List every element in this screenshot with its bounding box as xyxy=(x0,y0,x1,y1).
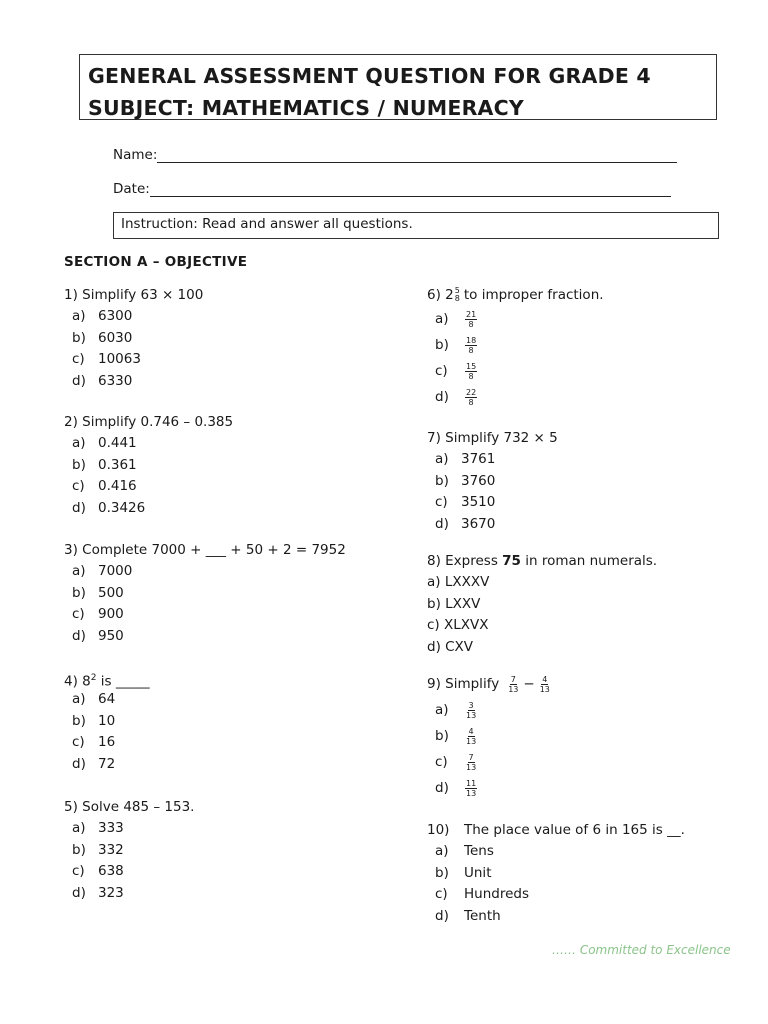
option-text: 500 xyxy=(98,584,124,601)
option-d[interactable] xyxy=(427,514,558,536)
option-text: b) LXXV xyxy=(427,595,481,612)
date-line[interactable] xyxy=(150,184,671,197)
name-line[interactable] xyxy=(157,150,677,163)
option-d[interactable] xyxy=(427,906,685,928)
option-letter: d) xyxy=(72,628,86,645)
option-letter: d) xyxy=(72,373,86,390)
option-d[interactable] xyxy=(64,754,150,776)
option-b[interactable] xyxy=(427,863,685,885)
option-letter: c) xyxy=(435,363,448,379)
fraction-denominator: 13 xyxy=(466,762,477,772)
option-letter: b) xyxy=(435,337,449,353)
fraction xyxy=(465,701,477,720)
exponent: 2 xyxy=(90,673,97,683)
option-letter: b) xyxy=(72,456,86,473)
option-letter: d) xyxy=(72,500,86,517)
fraction xyxy=(465,388,477,407)
question-stem xyxy=(427,820,685,841)
option-d[interactable] xyxy=(64,371,203,393)
option-letter: d) xyxy=(72,885,86,902)
question-9 xyxy=(427,671,553,801)
fraction xyxy=(465,362,477,381)
title-box xyxy=(79,54,717,120)
option-letter: a) xyxy=(435,311,449,327)
question-stem: 1) Simplify 63 × 100 xyxy=(64,287,204,303)
name-field xyxy=(113,147,677,163)
option-text: 16 xyxy=(98,734,116,751)
question-4 xyxy=(64,668,150,776)
question-2 xyxy=(64,412,233,520)
option-text: 6330 xyxy=(98,373,133,390)
fraction-numerator: 7 xyxy=(510,674,516,684)
option-text: 3761 xyxy=(461,451,496,467)
fraction xyxy=(465,310,477,329)
option-b[interactable] xyxy=(64,328,203,350)
fraction xyxy=(465,753,477,772)
option-b[interactable] xyxy=(427,723,553,749)
fraction-denominator: 13 xyxy=(466,710,477,720)
option-c[interactable] xyxy=(427,884,685,906)
option-text: 900 xyxy=(98,606,124,623)
option-text: Tens xyxy=(464,843,494,859)
fraction-denominator: 8 xyxy=(468,371,474,381)
option-text: 0.441 xyxy=(98,435,137,451)
footer-tagline: …… Committed to Excellence xyxy=(552,943,731,957)
fraction-numerator: 15 xyxy=(466,361,477,371)
option-letter: c) xyxy=(435,754,448,770)
option-b[interactable] xyxy=(427,594,657,616)
fraction-denominator: 8 xyxy=(468,397,474,407)
minus-sign: − xyxy=(523,675,535,692)
stem-text: is _____ xyxy=(96,673,150,690)
option-c[interactable] xyxy=(427,492,558,514)
fraction-numerator: 5 xyxy=(454,286,460,295)
option-c[interactable] xyxy=(64,476,233,498)
option-c[interactable] xyxy=(64,349,203,371)
option-b[interactable] xyxy=(64,840,194,862)
option-letter: b) xyxy=(435,472,449,489)
option-d[interactable] xyxy=(427,384,604,410)
option-b[interactable] xyxy=(427,332,604,358)
stem-number: 75 xyxy=(502,553,521,569)
option-letter: c) xyxy=(435,886,448,903)
fraction-numerator: 11 xyxy=(466,778,477,788)
option-d[interactable] xyxy=(427,775,553,801)
name-label: Name: xyxy=(113,147,158,163)
question-10 xyxy=(427,820,685,928)
option-c[interactable] xyxy=(64,861,194,883)
option-text: d) CXV xyxy=(427,639,474,656)
option-text: 332 xyxy=(98,841,124,858)
option-letter: a) xyxy=(435,451,449,467)
option-letter: a) xyxy=(72,435,86,451)
option-letter: a) xyxy=(435,702,449,718)
date-label: Date: xyxy=(113,181,150,197)
option-letter: a) xyxy=(72,820,86,836)
option-letter: c) xyxy=(72,351,85,368)
option-text: 6300 xyxy=(98,308,133,324)
option-text: 72 xyxy=(98,756,116,773)
option-text: 950 xyxy=(98,628,124,645)
option-text: 333 xyxy=(98,820,124,836)
fraction xyxy=(539,675,551,694)
stem-text: 4) 8 xyxy=(64,673,91,690)
option-a[interactable] xyxy=(64,689,150,711)
fraction xyxy=(465,336,477,355)
option-d[interactable] xyxy=(64,626,346,648)
question-7 xyxy=(427,428,558,536)
option-text: 638 xyxy=(98,863,124,880)
option-b[interactable] xyxy=(64,455,233,477)
option-text: 10063 xyxy=(98,351,141,368)
option-c[interactable] xyxy=(427,358,604,384)
option-a[interactable] xyxy=(64,306,203,328)
option-c[interactable] xyxy=(427,615,657,637)
stem-text: in roman numerals. xyxy=(520,553,658,569)
question-stem: 3) Complete 7000 + ___ + 50 + 2 = 7952 xyxy=(64,542,346,558)
option-letter: a) xyxy=(72,308,86,324)
option-letter: c) xyxy=(72,606,85,623)
fraction-denominator: 13 xyxy=(466,736,477,746)
option-a[interactable] xyxy=(64,818,194,840)
question-stem xyxy=(427,285,604,306)
date-field xyxy=(113,181,671,197)
fraction-numerator: 7 xyxy=(468,752,474,762)
option-text: 3510 xyxy=(461,494,496,511)
option-text: 0.416 xyxy=(98,478,137,495)
option-a[interactable] xyxy=(64,433,233,455)
option-letter: d) xyxy=(72,756,86,773)
option-a[interactable] xyxy=(427,841,685,863)
option-letter: a) xyxy=(435,843,449,859)
option-letter: c) xyxy=(72,478,85,495)
stem-text: 8) Express xyxy=(427,553,503,569)
option-letter: d) xyxy=(435,780,449,796)
option-letter: b) xyxy=(72,841,86,858)
question-stem: 5) Solve 485 – 153. xyxy=(64,799,195,815)
option-text: 3670 xyxy=(461,516,496,533)
option-d[interactable] xyxy=(427,637,657,659)
option-letter: c) xyxy=(72,734,85,751)
option-b[interactable] xyxy=(64,711,150,733)
option-text: c) XLXVX xyxy=(427,617,489,634)
option-letter: d) xyxy=(435,908,449,925)
option-letter: a) xyxy=(72,691,86,707)
fraction-numerator: 22 xyxy=(466,387,477,397)
option-a[interactable] xyxy=(64,561,346,583)
option-c[interactable] xyxy=(64,604,346,626)
option-letter: b) xyxy=(72,329,86,346)
fraction-denominator: 13 xyxy=(508,684,519,694)
fraction-denominator: 8 xyxy=(454,294,460,303)
option-letter: b) xyxy=(72,584,86,601)
option-text: a) LXXXV xyxy=(427,574,490,590)
mixed-fraction xyxy=(455,287,460,303)
question-5 xyxy=(64,797,194,905)
question-stem: 7) Simplify 732 × 5 xyxy=(427,430,558,446)
fraction xyxy=(507,675,519,694)
option-letter: b) xyxy=(435,864,449,881)
fraction xyxy=(465,727,477,746)
question-stem: 2) Simplify 0.746 – 0.385 xyxy=(64,414,234,430)
page-title: GENERAL ASSESSMENT QUESTION FOR GRADE 4 xyxy=(88,64,651,88)
section-heading: SECTION A – OBJECTIVE xyxy=(64,254,248,270)
question-number: 10) xyxy=(427,822,450,838)
option-letter: b) xyxy=(72,712,86,729)
fraction-numerator: 21 xyxy=(466,309,477,319)
instruction-text: Instruction: Read and answer all questions. xyxy=(121,216,413,232)
fraction-denominator: 13 xyxy=(466,788,477,798)
option-letter: c) xyxy=(72,863,85,880)
fraction-denominator: 8 xyxy=(468,319,474,329)
option-text: 3760 xyxy=(461,472,496,489)
stem-text: to improper fraction. xyxy=(463,287,604,303)
question-8 xyxy=(427,551,657,659)
question-stem xyxy=(64,668,150,689)
option-text: 64 xyxy=(98,691,116,707)
question-stem xyxy=(427,671,553,697)
question-stem xyxy=(427,551,657,572)
option-text: 323 xyxy=(98,885,124,902)
option-letter: a) xyxy=(72,563,86,579)
instruction-box xyxy=(113,212,719,239)
option-text: 6030 xyxy=(98,329,133,346)
option-letter: c) xyxy=(435,494,448,511)
option-a[interactable] xyxy=(427,572,657,594)
fraction-numerator: 4 xyxy=(468,726,474,736)
option-text: 10 xyxy=(98,712,116,729)
option-d[interactable] xyxy=(64,498,233,520)
fraction-numerator: 4 xyxy=(542,674,548,684)
fraction-denominator: 8 xyxy=(468,345,474,355)
fraction xyxy=(465,779,477,798)
option-d[interactable] xyxy=(64,883,194,905)
fraction-numerator: 3 xyxy=(468,700,474,710)
question-1 xyxy=(64,285,203,393)
option-c[interactable] xyxy=(427,749,553,775)
option-text: Hundreds xyxy=(464,886,529,903)
option-text: Unit xyxy=(464,864,492,881)
stem-text: 9) Simplify xyxy=(427,675,500,692)
option-b[interactable] xyxy=(64,583,346,605)
stem-text: 6) 2 xyxy=(427,287,454,303)
option-letter: d) xyxy=(435,516,449,533)
question-6 xyxy=(427,285,604,410)
option-text: 0.361 xyxy=(98,456,137,473)
option-b[interactable] xyxy=(427,471,558,493)
subject-title: SUBJECT: MATHEMATICS / NUMERACY xyxy=(88,96,524,120)
option-text: Tenth xyxy=(464,908,501,925)
option-a[interactable] xyxy=(427,449,558,471)
option-c[interactable] xyxy=(64,732,150,754)
fraction-numerator: 18 xyxy=(466,335,477,345)
option-letter: d) xyxy=(435,389,449,405)
option-letter: b) xyxy=(435,728,449,744)
option-a[interactable] xyxy=(427,697,553,723)
stem-text: The place value of 6 in 165 is __. xyxy=(464,822,685,838)
fraction-denominator: 13 xyxy=(539,684,550,694)
option-text: 7000 xyxy=(98,563,133,579)
option-a[interactable] xyxy=(427,306,604,332)
question-3 xyxy=(64,540,346,648)
option-text: 0.3426 xyxy=(98,500,146,517)
